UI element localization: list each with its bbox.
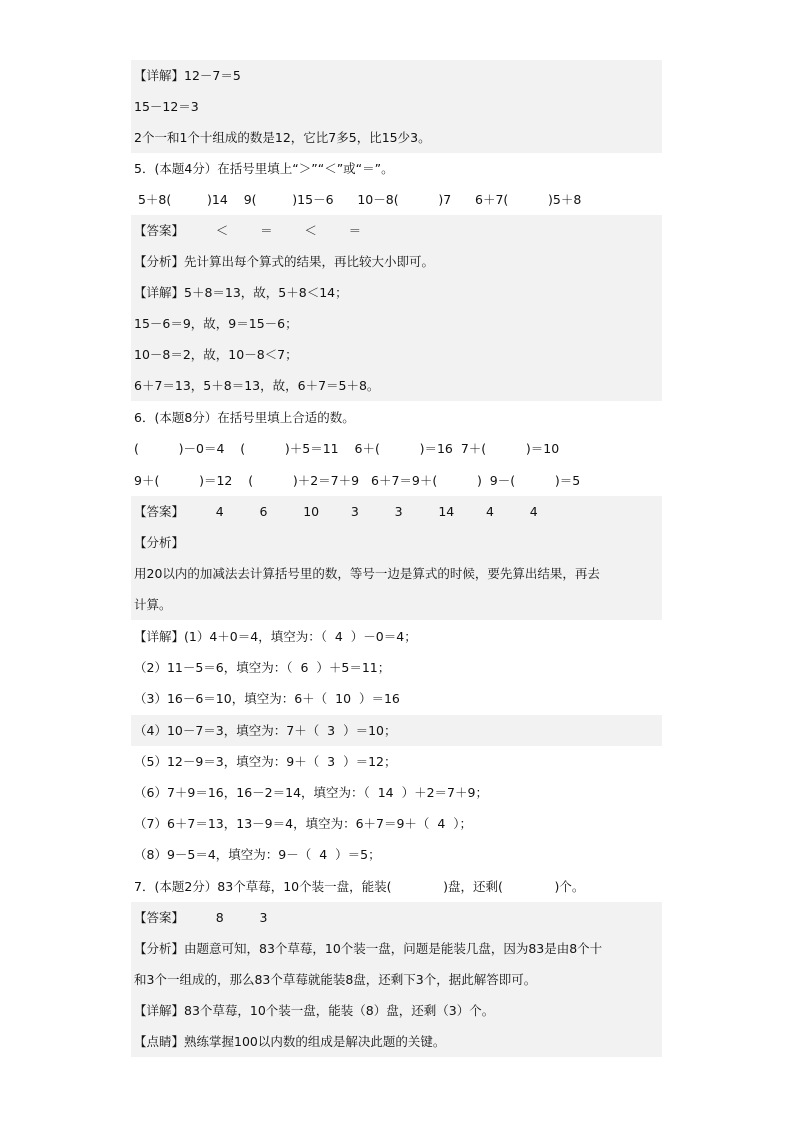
detail-6-line-5: （5）12－9＝3，填空为：9＋（ 3 ）＝12；	[134, 754, 397, 769]
analysis-6-line-1: 用20以内的加减法去计算括号里的数，等号一边是算式的时候，要先算出结果，再去	[131, 558, 662, 589]
question-7-title: 7．(本题2分）83个草莓，10个装一盘，能装( )盘，还剩( )个。	[134, 879, 585, 894]
detail-5-line-2: 15－6＝9，故，9＝15－6；	[131, 308, 662, 339]
analysis-5: 【分析】先计算出每个算式的结果，再比较大小即可。	[131, 246, 662, 277]
detail-5-line-3: 10－8＝2，故，10－8＜7；	[131, 339, 662, 370]
question-5-title: 5．(本题4分）在括号里填上“＞”“＜”或“＝”。	[134, 161, 394, 176]
analysis-7-line-2: 和3个一组成的，那么83个草莓就能装8盘，还剩下3个，据此解答即可。	[131, 964, 662, 995]
detail-6-line-3: （3）16－6＝10，填空为：6＋（ 10 ）＝16	[134, 691, 400, 706]
detail-6-line-6: （6）7＋9＝16，16－2＝14，填空为：（ 14 ）＋2＝7＋9；	[134, 785, 488, 800]
key-point-7: 【点睛】熟练掌握100以内数的组成是解决此题的关键。	[131, 1026, 662, 1057]
question-5-items: 5＋8( )14 9( )15－6 10－8( )7 6＋7( )5＋8	[134, 192, 582, 207]
detail-5-line-1: 【详解】5＋8＝13，故，5＋8＜14；	[131, 277, 662, 308]
answer-5: 【答案】 ＜ ＝ ＜ ＝	[131, 215, 662, 246]
analysis-6-line-2: 计算。	[131, 589, 662, 620]
detail-6-line-4: （4）10－7＝3，填空为：7＋（ 3 ）＝10；	[131, 715, 662, 746]
detail-6-line-2: （2）11－5＝6，填空为：（ 6 ）＋5＝11；	[134, 660, 391, 675]
answer-7: 【答案】 8 3	[131, 902, 662, 933]
analysis-7-line-1: 【分析】由题意可知，83个草莓，10个装一盘，问题是能装几盘，因为83是由8个十	[131, 933, 662, 964]
line-3: 2个一和1个十组成的数是12，它比7多5，比15少3。	[131, 122, 662, 153]
detail-5-line-4: 6＋7＝13，5＋8＝13，故，6＋7＝5＋8。	[131, 370, 662, 401]
detail-6-line-1: 【详解】(1）4＋0＝4，填空为：（ 4 ）－0＝4；	[134, 629, 417, 644]
analysis-6-label: 【分析】	[131, 527, 662, 558]
answer-6: 【答案】 4 6 10 3 3 14 4 4	[131, 496, 662, 527]
detail-6-line-7: （7）6＋7＝13，13－9＝4，填空为：6＋7＝9＋（ 4 ）；	[134, 816, 473, 831]
question-6-items-row-2: 9＋( )＝12 ( )＋2＝7＋9 6＋7＝9＋( ) 9－( )＝5	[134, 473, 581, 488]
detail-6-line-8: （8）9－5＝4，填空为：9－（ 4 ）＝5；	[134, 847, 381, 862]
detail-7: 【详解】83个草莓，10个装一盘，能装（8）盘，还剩（3）个。	[131, 995, 662, 1026]
line-1: 【详解】12－7＝5	[131, 60, 662, 91]
question-6-items-row-1: ( )－0＝4 ( )＋5＝11 6＋( )＝16 7＋( )＝10	[134, 441, 560, 456]
question-6-title: 6．(本题8分）在括号里填上合适的数。	[134, 410, 355, 425]
line-2: 15－12＝3	[131, 91, 662, 122]
